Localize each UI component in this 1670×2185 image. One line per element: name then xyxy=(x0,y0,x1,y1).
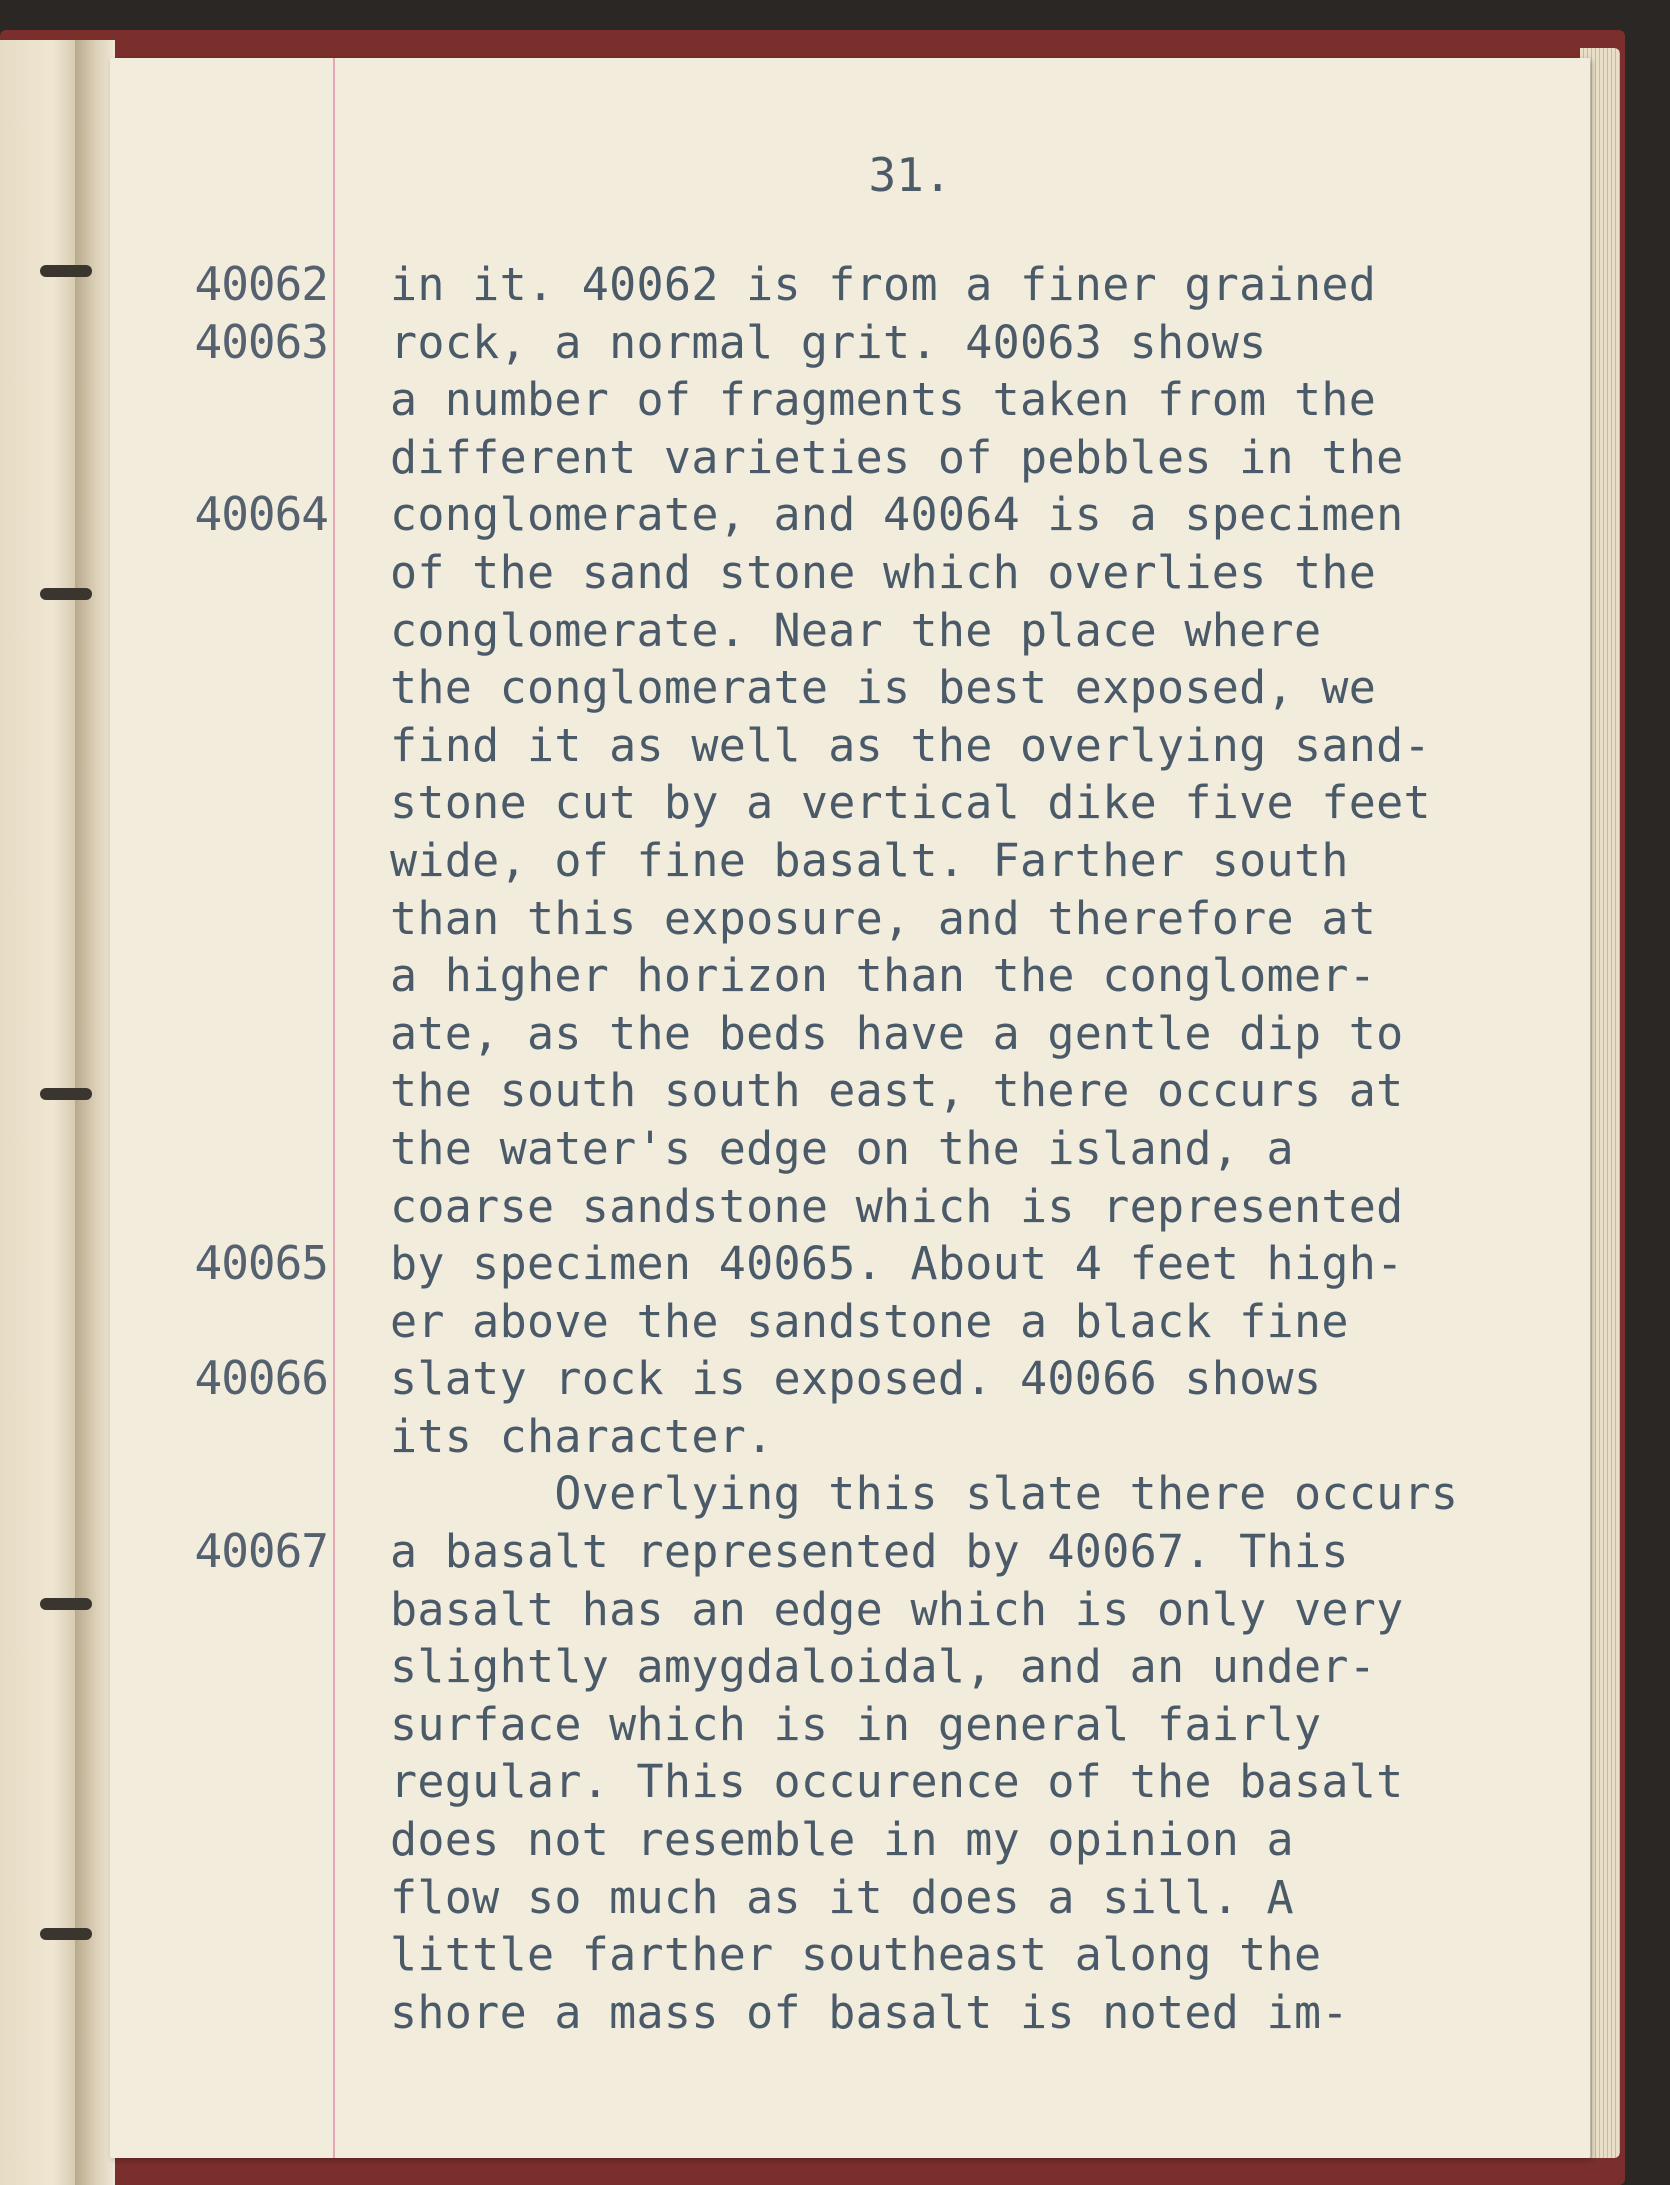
text-line: a number of fragments taken from the xyxy=(390,373,1377,427)
text-line: the south south east, there occurs at xyxy=(390,1064,1404,1118)
text-line: of the sand stone which overlies the xyxy=(390,545,1377,599)
text-line: the water's edge on the island, a xyxy=(390,1121,1294,1175)
text-line: slaty rock is exposed. 40066 shows xyxy=(390,1352,1322,1406)
binder-ring xyxy=(40,1928,92,1940)
text-line: than this exposure, and therefore at xyxy=(390,891,1377,945)
text-line: slightly amygdaloidal, and an under- xyxy=(390,1640,1377,1694)
text-line: wide, of fine basalt. Farther south xyxy=(390,833,1349,887)
binder-ring xyxy=(40,1598,92,1610)
specimen-number: 40066 xyxy=(194,1351,328,1406)
specimen-number: 40062 xyxy=(194,257,328,311)
text-line: regular. This occurence of the basalt xyxy=(390,1755,1404,1809)
text-line: a higher horizon than the conglomer- xyxy=(390,949,1377,1003)
text-line: find it as well as the overlying sand- xyxy=(390,718,1431,772)
text-line: conglomerate, and 40064 is a specimen xyxy=(390,488,1404,542)
text-line: the conglomerate is best exposed, we xyxy=(390,661,1377,715)
text-line: in it. 40062 is from a finer grained xyxy=(390,258,1377,311)
text-line: coarse sandstone which is represented xyxy=(390,1179,1404,1233)
specimen-number: 40064 xyxy=(194,487,328,542)
text-line: Overlying this slate there occurs xyxy=(390,1467,1459,1521)
specimen-number: 40063 xyxy=(194,314,328,369)
typed-text xyxy=(390,256,1670,2041)
page-number: 31. xyxy=(868,148,952,202)
text-line: little farther southeast along the xyxy=(390,1928,1322,1982)
text-line: surface which is in general fairly xyxy=(390,1697,1322,1751)
text-line: stone cut by a vertical dike five feet xyxy=(390,776,1431,830)
binding-gutter xyxy=(75,40,115,2185)
text-line: a basalt represented by 40067. This xyxy=(390,1525,1349,1579)
text-line: shore a mass of basalt is noted im- xyxy=(390,1985,1349,2039)
specimen-number: 40067 xyxy=(194,1524,328,1579)
binder-ring xyxy=(40,588,92,600)
text-line: by specimen 40065. About 4 feet high- xyxy=(390,1237,1404,1291)
binder-ring xyxy=(40,1088,92,1100)
text-line: its character. xyxy=(390,1409,774,1463)
text-line: basalt has an edge which is only very xyxy=(390,1582,1404,1636)
text-line: ate, as the beds have a gentle dip to xyxy=(390,1006,1404,1060)
text-line: er above the sandstone a black fine xyxy=(390,1294,1349,1348)
left-page-edge xyxy=(0,40,77,2185)
text-line: does not resemble in my opinion a xyxy=(390,1813,1294,1867)
margin-rule xyxy=(333,58,335,2158)
specimen-number: 40065 xyxy=(194,1236,328,1291)
binder-ring xyxy=(40,265,92,277)
notebook-page xyxy=(110,58,1590,2158)
text-line: rock, a normal grit. 40063 shows xyxy=(390,315,1267,369)
text-line: conglomerate. Near the place where xyxy=(390,603,1322,657)
text-line: different varieties of pebbles in the xyxy=(390,430,1404,484)
text-line: flow so much as it does a sill. A xyxy=(390,1870,1294,1924)
